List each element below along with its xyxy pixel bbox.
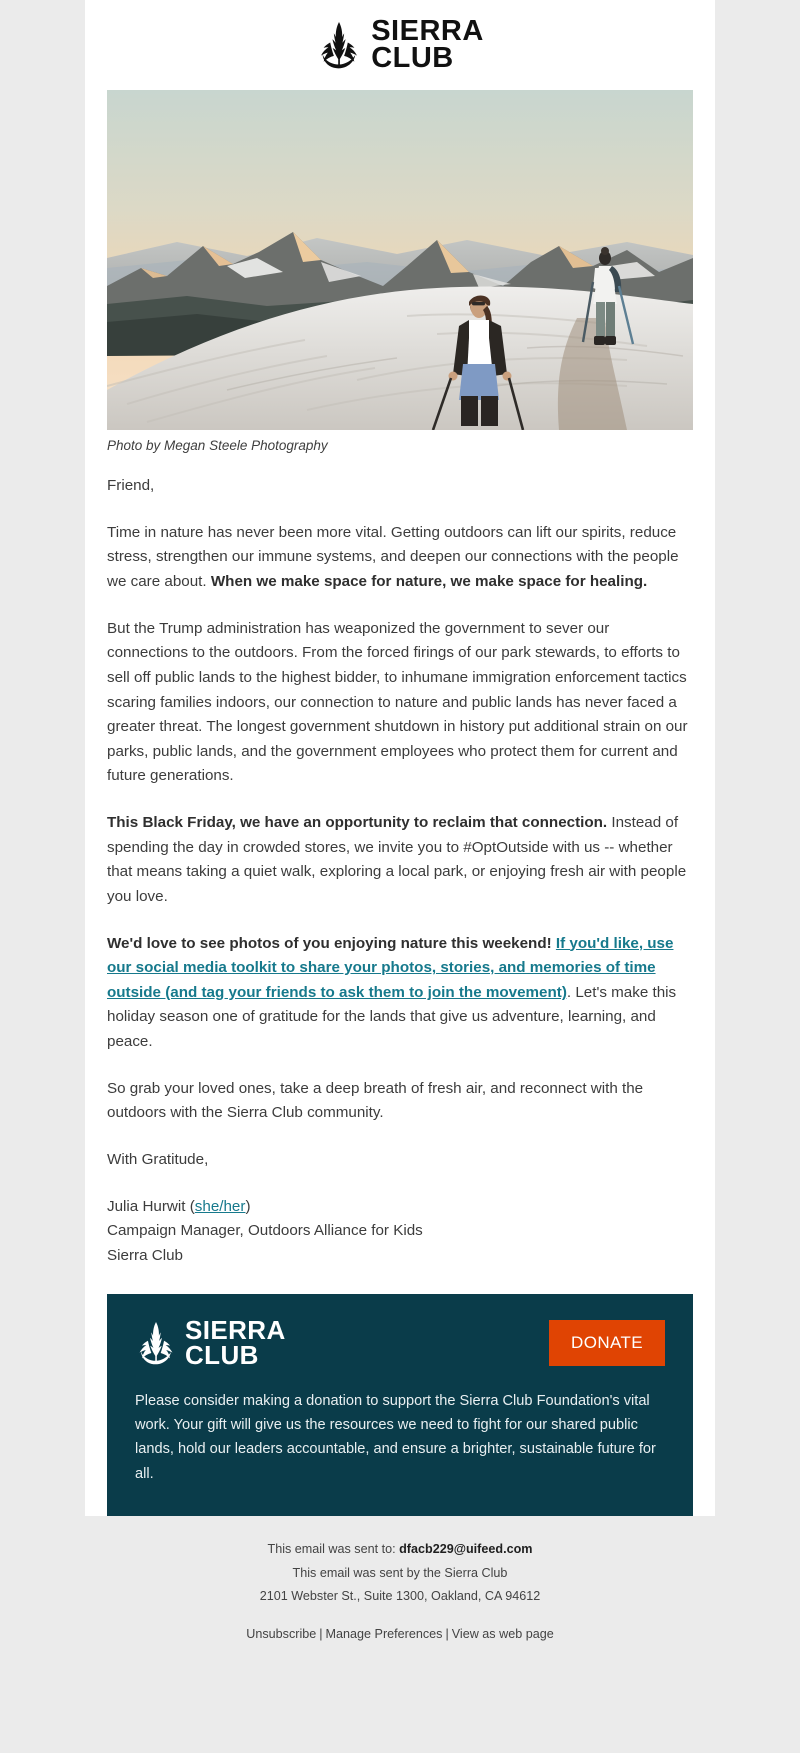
signature-name-prefix: Julia Hurwit ( [107,1197,195,1215]
footer-separator-2: | [445,1627,449,1642]
paragraph-2: But the Trump administration has weaponized the government to sever our connections to the outdoors. From the forced firings of our park stewards, to efforts to sell off public lands to the highest bidder, to inhumane immigration enforcement tactics scaring families indoors, our connection to nature and public lands has never faced a greater threat. The longest government shutdown in history put additional strain on our parks, public lands, and the government employees who protect them for current and future generations. [107,619,688,785]
view-as-web-page-link[interactable]: View as web page [451,1627,554,1642]
footer-logo-line-1: SIERRA [185,1315,286,1346]
paragraph-4 [107,932,693,1055]
paragraph-3 [107,811,693,910]
donation-panel-header [135,1315,665,1370]
p4-bold: We'd love to see photos of you enjoying nature this weekend! [107,934,556,952]
sierra-club-sequoia-logo-white-icon [135,1321,177,1365]
paragraph-1 [107,521,693,595]
logo-line-1: SIERRA [371,15,484,47]
sierra-club-wordmark [371,15,484,75]
sent-to-label: This email was sent to: [267,1541,400,1556]
hero-illustration [107,90,693,430]
sent-by-row: This email was sent by the Sierra Club [292,1565,508,1580]
email-footer [85,1516,715,1694]
signature-org: Sierra Club [107,1246,183,1264]
donate-button[interactable]: DONATE [549,1320,665,1366]
email-body-copy [85,456,715,1294]
sierra-club-logo-footer [135,1315,286,1370]
manage-preferences-link[interactable]: Manage Preferences [325,1627,443,1642]
sierra-club-logo [316,15,484,75]
sent-to-row [85,1538,715,1562]
signature-name-suffix: ) [245,1197,251,1215]
p4-text: . Let's make this holiday season one of gratitude for the lands that give us adventure, learning, and peace. [107,983,677,1051]
sierra-club-wordmark-footer [185,1315,286,1370]
p3-bold: This Black Friday, we have an opportunity to reclaim that connection. [107,814,608,832]
paragraph-5: So grab your loved ones, take a deep breath of fresh air, and reconnect with the outdoors with the Sierra Club community. [107,1079,644,1122]
unsubscribe-link[interactable]: Unsubscribe [246,1627,317,1642]
photo-caption: Photo by Megan Steele Photography [107,438,328,454]
recipient-email: dfacb229@uifeed.com [399,1541,533,1556]
signature-title: Campaign Manager, Outdoors Alliance for Kids [107,1222,423,1240]
social-media-toolkit-link[interactable]: If you'd like, use our social media toolkit to share your photos, stories, and memories of time outside (and tag your friends to ask them to join the movement) [107,934,674,1001]
footer-links [85,1623,715,1647]
email-header [85,0,715,90]
hero-image [107,90,693,430]
donation-message: Please consider making a donation to support the Sierra Club Foundation's vital work. Your gift will give us the resources we need to fight for our shared public lands, hold our leaders accountable, and ensure a brighter, sustainable future for all. [135,1393,656,1482]
footer-separator-1: | [319,1627,323,1642]
p1-text: Time in nature has never been more vital. Getting outdoors can lift our spirits, reduce stress, strengthen our immune systems, and deepen our connections with the people we care about. [107,523,679,591]
greeting: Friend, [107,477,155,495]
sierra-club-sequoia-logo-icon [316,21,362,69]
signature-block [107,1195,693,1269]
hero-image-wrap [85,90,715,430]
donation-panel [107,1294,693,1515]
sender-address: 2101 Webster St., Suite 1300, Oakland, CA 94612 [259,1589,541,1604]
footer-logo-line-2: CLUB [185,1339,259,1370]
closing: With Gratitude, [107,1150,209,1168]
p3-text: Instead of spending the day in crowded stores, we invite you to #OptOutside with us -- whether that means taking a quiet walk, exploring a local park, or enjoying fresh air with people you love. [107,814,687,905]
pronouns-link[interactable]: she/her [194,1197,246,1215]
p1-bold: When we make space for nature, we make space for healing. [210,573,648,591]
email-body [85,0,715,1516]
logo-line-2: CLUB [371,42,454,75]
